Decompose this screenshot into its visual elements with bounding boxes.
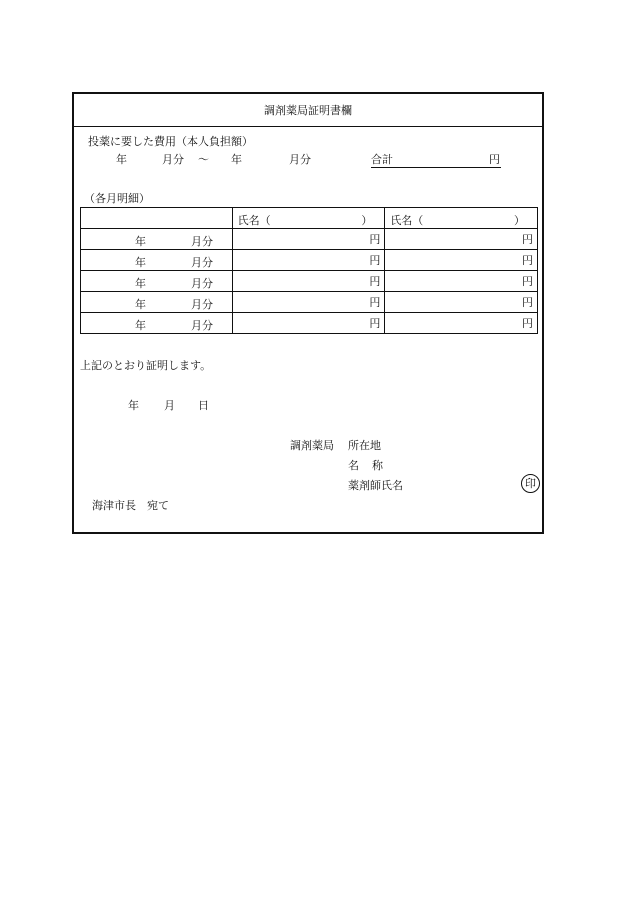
month-label: 月分 — [191, 235, 213, 248]
monthly-table — [80, 207, 538, 334]
yen-cell: 円 — [232, 313, 385, 334]
yen-cell: 円 — [385, 292, 538, 313]
certify-text: 上記のとおり証明します。 — [80, 359, 212, 372]
name-label: 氏名（ — [237, 214, 271, 227]
cost-total-field — [371, 154, 501, 168]
name-label-2: 称 — [372, 459, 383, 472]
pharmacy-certificate-form — [72, 92, 544, 534]
year-label: 年 — [135, 298, 146, 311]
header-blank-cell — [81, 208, 233, 229]
form-title: 調剤薬局証明書欄 — [264, 104, 352, 117]
total-label: 合計 — [371, 153, 393, 166]
year-month-cell — [81, 250, 233, 271]
name-cell-1 — [232, 208, 385, 229]
pharmacist-label: 薬剤師氏名 — [348, 479, 403, 492]
date-day: 日 — [198, 399, 209, 412]
title-bar — [74, 94, 542, 127]
table-row — [81, 229, 538, 250]
cost-month-1: 月分 — [162, 153, 184, 166]
address-label: 所在地 — [348, 439, 381, 452]
date-year: 年 — [128, 399, 139, 412]
table-header-row — [81, 208, 538, 229]
cost-tilde: ～ — [198, 153, 209, 166]
year-label: 年 — [135, 256, 146, 269]
cost-label: 投薬に要した費用（本人負担額） — [88, 135, 253, 148]
year-month-cell — [81, 271, 233, 292]
table-row — [81, 292, 538, 313]
cost-year-2: 年 — [231, 153, 242, 166]
month-label: 月分 — [191, 298, 213, 311]
table-row — [81, 271, 538, 292]
yen-cell: 円 — [385, 271, 538, 292]
date-month: 月 — [164, 399, 175, 412]
name-label-1: 名 — [348, 459, 359, 472]
name-close: ） — [361, 214, 373, 227]
monthly-label: （各月明細） — [84, 192, 150, 205]
pharmacy-label: 調剤薬局 — [290, 439, 334, 452]
yen-cell: 円 — [232, 229, 385, 250]
year-month-cell — [81, 229, 233, 250]
yen-cell: 円 — [385, 229, 538, 250]
month-label: 月分 — [191, 277, 213, 290]
yen-cell: 円 — [385, 250, 538, 271]
cost-year-1: 年 — [116, 153, 127, 166]
name-cell-2 — [385, 208, 538, 229]
year-month-cell — [81, 292, 233, 313]
yen-cell: 円 — [385, 313, 538, 334]
year-label: 年 — [135, 319, 146, 332]
table-row — [81, 313, 538, 334]
table-row — [81, 250, 538, 271]
month-label: 月分 — [191, 256, 213, 269]
seal-mark: 印 — [521, 474, 540, 493]
year-month-cell — [81, 313, 233, 334]
addressee: 海津市長 宛て — [92, 499, 169, 512]
year-label: 年 — [135, 277, 146, 290]
yen-cell: 円 — [232, 271, 385, 292]
name-label: 氏名（ — [390, 214, 424, 227]
yen-cell: 円 — [232, 292, 385, 313]
yen-cell: 円 — [232, 250, 385, 271]
month-label: 月分 — [191, 319, 213, 332]
year-label: 年 — [135, 235, 146, 248]
total-yen: 円 — [489, 153, 500, 166]
name-close: ） — [514, 214, 525, 227]
cost-month-2: 月分 — [289, 153, 311, 166]
